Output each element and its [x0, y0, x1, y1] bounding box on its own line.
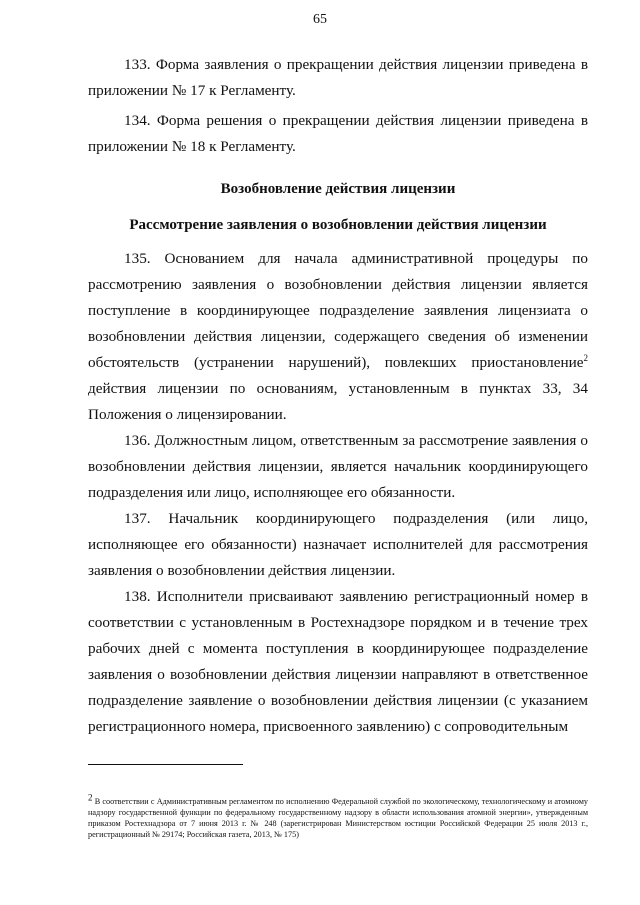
footnote-marker: 2	[88, 792, 93, 803]
body-text	[88, 52, 588, 740]
subsection-heading: Рассмотрение заявления о возобновлении действия лицензии	[129, 217, 547, 233]
paragraph-138: 138. Исполнители присваивают заявлению регистрационный номер в соответствии с установленным в Ростехнадзоре порядком и в течение трех рабочих дней с момента поступления в координирующее подразделение заявления о возобновлении действия лицензии направляют в ответственное подразделение заявление о возобновлении действия лицензии (с указанием регистрационного номера, присвоенного заявлению) с сопроводительным	[88, 588, 588, 735]
footnote-reference: 2	[583, 352, 588, 363]
section-heading: Возобновление действия лицензии	[220, 181, 456, 197]
paragraph-135-text-end: действия лицензии по основаниям, установленным в пунктах 33, 34 Положения о лицензировании.	[88, 380, 588, 423]
paragraph-137: 137. Начальник координирующего подразделения (или лицо, исполняющее его обязанности) назначает исполнителей для рассмотрения заявления о возобновлении действия лицензии.	[88, 510, 588, 579]
footnote-divider	[88, 764, 243, 765]
paragraph-133: 133. Форма заявления о прекращении действия лицензии приведена в приложении № 17 к Регламенту.	[88, 56, 588, 99]
page-number: 65	[313, 12, 327, 27]
paragraph-135	[88, 246, 588, 428]
paragraph-135-text: 135. Основанием для начала административной процедуры по рассмотрению заявления о возобновлении действия лицензии является поступление в координирующее подразделение заявления лицензиата о возобновлении действия лицензии, содержащего сведения об изменении обстоятельств (устранении нарушений), повлекших приостановление	[88, 250, 588, 371]
footnote	[88, 792, 588, 840]
paragraph-136: 136. Должностным лицом, ответственным за рассмотрение заявления о возобновлении действия лицензии, является начальник координирующего подразделения или лицо, исполняющее его обязанности.	[88, 432, 588, 501]
footnote-text: В соответствии с Административным регламентом по исполнению Федеральной службой по экологическому, технологическому и атомному надзору государственной функции по федеральному государственному надзору в области использования атомной энергии», утвержденным приказом Ростехнадзора от 7 июня 2013 г. № 248 (зарегистрирован Министерством юстиции Российской Федерации 25 июля 2013 г., регистрационный № 29174; Российская газета, 2013, № 175)	[88, 797, 588, 839]
paragraph-134: 134. Форма решения о прекращении действия лицензии приведена в приложении № 18 к Регламенту.	[88, 112, 588, 155]
